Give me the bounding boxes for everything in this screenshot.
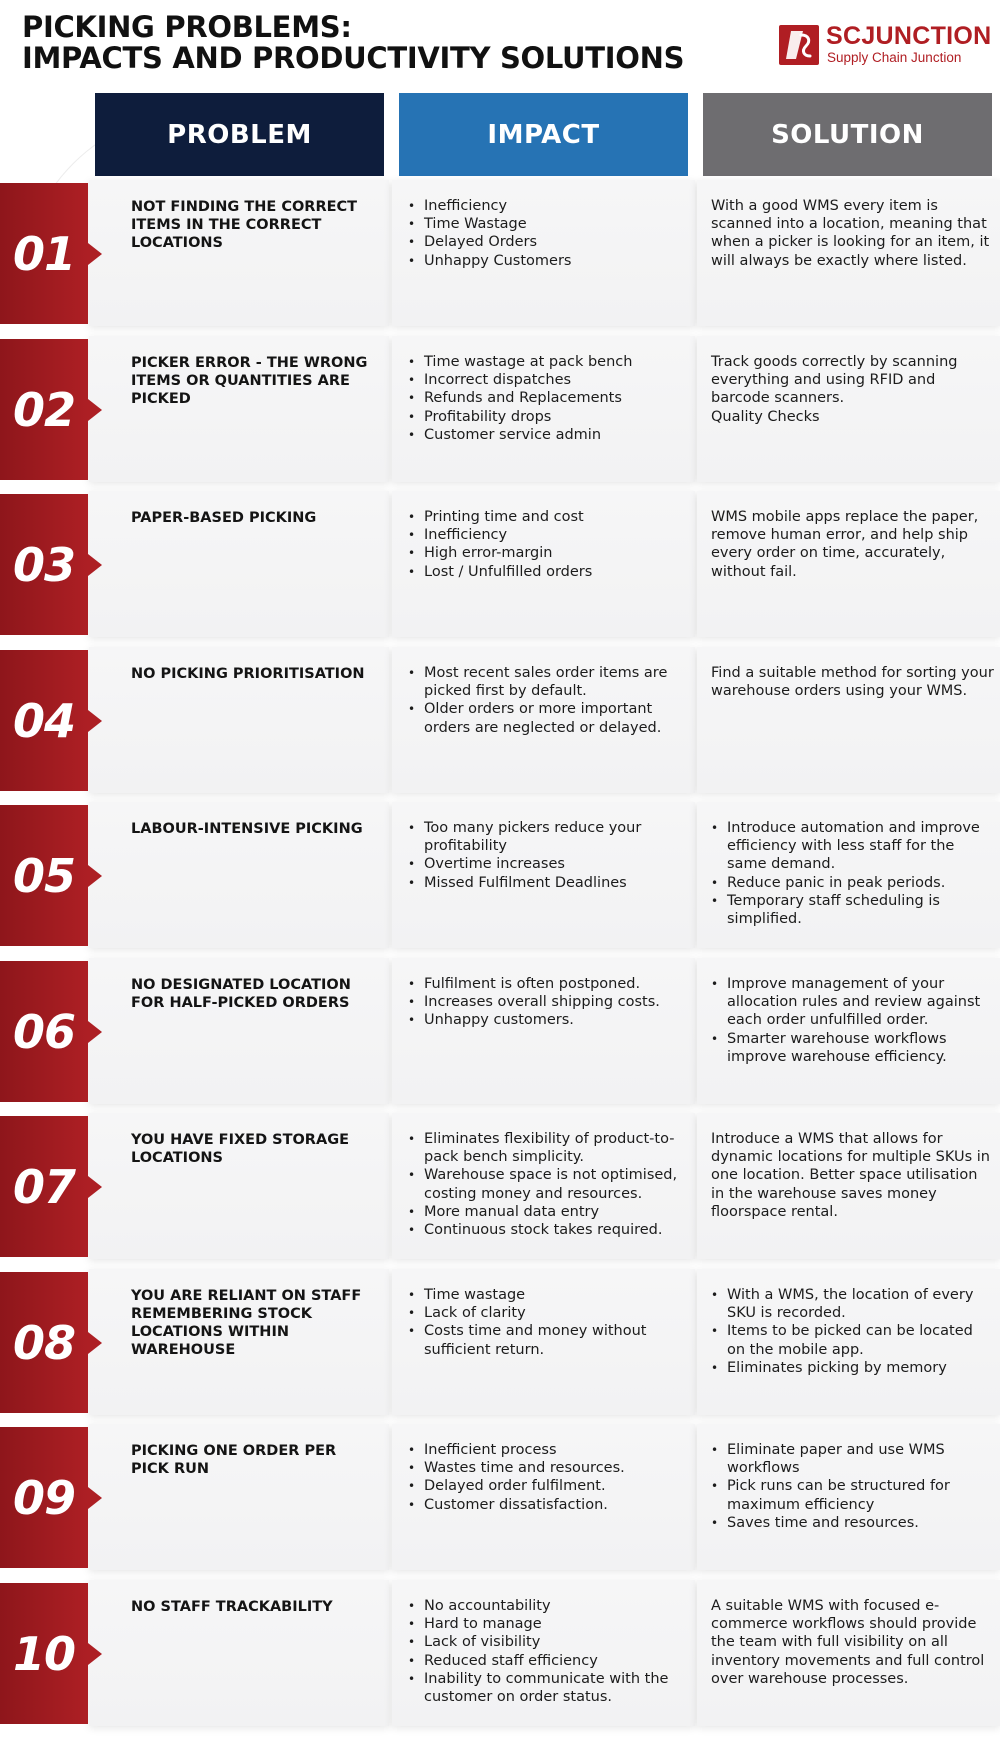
solution-list	[711, 819, 994, 928]
problem-cell	[89, 958, 389, 1104]
problem-text: YOU HAVE FIXED STORAGE LOCATIONS	[131, 1132, 350, 1166]
impact-item: • Printing time and cost	[408, 508, 688, 526]
table-row	[0, 647, 1000, 793]
solution-paragraph: Track goods correctly by scanning everything and using RFID and barcode scanners.	[711, 354, 958, 407]
solution-cell	[697, 802, 1000, 948]
solution-cell	[697, 180, 1000, 326]
impact-item: • Reduced staff efficiency	[408, 1652, 688, 1670]
impact-cell	[392, 336, 695, 482]
column-header-solution: SOLUTION	[703, 93, 992, 176]
impact-item: • Refunds and Replacements	[408, 389, 688, 407]
impact-list	[408, 353, 688, 444]
solution-item: • Saves time and resources.	[711, 1514, 994, 1532]
impact-item: • Time Wastage	[408, 215, 688, 233]
impact-item: • Time wastage	[408, 1286, 688, 1304]
impact-list	[408, 1441, 688, 1514]
impact-cell	[392, 1113, 695, 1259]
column-header-impact: IMPACT	[399, 93, 688, 176]
solution-list	[711, 1286, 994, 1377]
row-number-badge	[0, 1583, 88, 1724]
solution-text	[711, 1130, 994, 1221]
problem-cell	[89, 180, 389, 326]
impact-item: • Delayed order fulfilment.	[408, 1477, 688, 1495]
impact-list	[408, 508, 688, 581]
impact-item: • Time wastage at pack bench	[408, 353, 688, 371]
impact-item: • Missed Fulfilment Deadlines	[408, 874, 688, 892]
impact-cell	[392, 958, 695, 1104]
impact-list	[408, 1597, 688, 1706]
impact-item: • Customer dissatisfaction.	[408, 1496, 688, 1514]
impact-cell	[392, 180, 695, 326]
table-row	[0, 336, 1000, 482]
impact-item: • Customer service admin	[408, 426, 688, 444]
solution-item: • Smarter warehouse workflows improve warehouse efficiency.	[711, 1030, 994, 1066]
impact-item: • Eliminates flexibility of product-to-pack bench simplicity.	[408, 1130, 688, 1166]
impact-list	[408, 197, 688, 270]
row-number: 04	[12, 693, 75, 748]
problem-text: PICKING ONE ORDER PER PICK RUN	[131, 1443, 337, 1477]
row-number-badge	[0, 650, 88, 791]
solution-item: • With a WMS, the location of every SKU is recorded.	[711, 1286, 994, 1322]
solution-paragraph: WMS mobile apps replace the paper, remove human error, and help ship every order on time, accurately, without fail.	[711, 509, 979, 580]
solution-text	[711, 353, 994, 426]
solution-item: • Eliminates picking by memory	[711, 1359, 994, 1377]
problem-text: NO PICKING PRIORITISATION	[131, 666, 365, 682]
impact-item: • More manual data entry	[408, 1203, 688, 1221]
solution-cell	[697, 1424, 1000, 1570]
problem-text: NOT FINDING THE CORRECT ITEMS IN THE CORRECT LOCATIONS	[131, 199, 358, 251]
impact-item: • Most recent sales order items are picked first by default.	[408, 664, 688, 700]
table-row	[0, 180, 1000, 326]
row-number-badge	[0, 1427, 88, 1568]
table-row	[0, 1424, 1000, 1570]
impact-item: • Inefficient process	[408, 1441, 688, 1459]
impact-item: • Inability to communicate with the customer on order status.	[408, 1670, 688, 1706]
impact-item: • Unhappy Customers	[408, 252, 688, 270]
solution-item: • Reduce panic in peak periods.	[711, 874, 994, 892]
impact-item: • High error-margin	[408, 544, 688, 562]
table-row	[0, 1269, 1000, 1415]
row-number: 03	[12, 537, 75, 592]
table-row	[0, 1113, 1000, 1259]
logo-brand-name: SCJUNCTION	[826, 22, 992, 50]
logo-tagline: Supply Chain Junction	[827, 50, 962, 65]
impact-item: • Incorrect dispatches	[408, 371, 688, 389]
impact-cell	[392, 647, 695, 793]
solution-cell	[697, 958, 1000, 1104]
impact-item: • Too many pickers reduce your profitability	[408, 819, 688, 855]
problem-cell	[89, 802, 389, 948]
problem-cell	[89, 1424, 389, 1570]
row-number-badge	[0, 961, 88, 1102]
solution-paragraph: With a good WMS every item is scanned into a location, meaning that when a picker is looking for an item, it will always be exactly where listed.	[711, 198, 990, 269]
impact-list	[408, 975, 688, 1030]
row-number: 02	[12, 382, 75, 437]
impact-item: • Inefficiency	[408, 197, 688, 215]
impact-item: • Continuous stock takes required.	[408, 1221, 688, 1239]
table-row	[0, 958, 1000, 1104]
problem-text: LABOUR-INTENSIVE PICKING	[131, 821, 363, 837]
impact-item: • Hard to manage	[408, 1615, 688, 1633]
impact-item: • Lack of visibility	[408, 1633, 688, 1651]
impact-list	[408, 819, 688, 892]
row-number: 05	[12, 848, 75, 903]
solution-text	[711, 197, 994, 270]
problem-text: PICKER ERROR - THE WRONG ITEMS OR QUANTITIES ARE PICKED	[131, 355, 368, 407]
problem-text: PAPER-BASED PICKING	[131, 510, 317, 526]
impact-item: • No accountability	[408, 1597, 688, 1615]
impact-item: • Unhappy customers.	[408, 1011, 688, 1029]
problem-text: YOU ARE RELIANT ON STAFF REMEMBERING STOCK LOCATIONS WITHIN WAREHOUSE	[131, 1288, 362, 1358]
problem-cell	[89, 1269, 389, 1415]
impact-list	[408, 664, 688, 737]
solution-cell	[697, 491, 1000, 637]
solution-cell	[697, 1269, 1000, 1415]
solution-text	[711, 664, 994, 700]
impact-item: • Lost / Unfulfilled orders	[408, 563, 688, 581]
impact-item: • Warehouse space is not optimised, costing money and resources.	[408, 1166, 688, 1202]
table-row	[0, 802, 1000, 948]
problem-cell	[89, 336, 389, 482]
column-header-problem: PROBLEM	[95, 93, 384, 176]
solution-item: • Introduce automation and improve efficiency with less staff for the same demand.	[711, 819, 994, 874]
row-number: 06	[12, 1004, 75, 1059]
solution-cell	[697, 1113, 1000, 1259]
solution-cell	[697, 1580, 1000, 1726]
impact-list	[408, 1130, 688, 1239]
row-number: 08	[12, 1315, 75, 1370]
problem-cell	[89, 1113, 389, 1259]
impact-cell	[392, 1269, 695, 1415]
impact-item: • Wastes time and resources.	[408, 1459, 688, 1477]
row-number-badge	[0, 805, 88, 946]
solution-cell	[697, 647, 1000, 793]
row-number-badge	[0, 494, 88, 635]
table-row	[0, 1580, 1000, 1726]
solution-list	[711, 975, 994, 1066]
solution-text	[711, 1597, 994, 1688]
solution-paragraph: Quality Checks	[711, 408, 820, 425]
problem-text: NO STAFF TRACKABILITY	[131, 1599, 333, 1615]
solution-item: • Improve management of your allocation rules and review against each order unfulfilled order.	[711, 975, 994, 1030]
title-line-1: PICKING PROBLEMS:	[22, 10, 352, 44]
row-number: 01	[12, 226, 75, 281]
impact-item: • Older orders or more important orders are neglected or delayed.	[408, 700, 688, 736]
impact-list	[408, 1286, 688, 1359]
impact-item: • Lack of clarity	[408, 1304, 688, 1322]
impact-item: • Delayed Orders	[408, 233, 688, 251]
problem-cell	[89, 491, 389, 637]
solution-cell	[697, 336, 1000, 482]
problem-cell	[89, 647, 389, 793]
impact-item: • Increases overall shipping costs.	[408, 993, 688, 1011]
title-line-2: IMPACTS AND PRODUCTIVITY SOLUTIONS	[22, 41, 685, 75]
problem-cell	[89, 1580, 389, 1726]
impact-cell	[392, 802, 695, 948]
impact-item: • Overtime increases	[408, 855, 688, 873]
impact-cell	[392, 1424, 695, 1570]
solution-item: • Pick runs can be structured for maximum efficiency	[711, 1477, 994, 1513]
impact-cell	[392, 1580, 695, 1726]
solution-item: • Temporary staff scheduling is simplified.	[711, 892, 994, 928]
row-number-badge	[0, 339, 88, 480]
row-number: 07	[12, 1159, 75, 1214]
row-number-badge	[0, 1116, 88, 1257]
impact-item: • Inefficiency	[408, 526, 688, 544]
solution-item: • Eliminate paper and use WMS workflows	[711, 1441, 994, 1477]
solution-item: • Items to be picked can be located on the mobile app.	[711, 1322, 994, 1358]
solution-list	[711, 1441, 994, 1532]
table-row	[0, 491, 1000, 637]
solution-paragraph: A suitable WMS with focused e-commerce workflows should provide the team with full visibility on all inventory movements and full control over warehouse processes.	[711, 1598, 985, 1687]
solution-paragraph: Find a suitable method for sorting your warehouse orders using your WMS.	[711, 665, 994, 700]
impact-item: • Costs time and money without sufficient return.	[408, 1322, 688, 1358]
row-number: 10	[12, 1626, 75, 1681]
solution-paragraph: Introduce a WMS that allows for dynamic locations for multiple SKUs in one location. Better space utilisation in the warehouse saves money floorspace rental.	[711, 1131, 990, 1220]
solution-text	[711, 508, 994, 581]
impact-item: • Profitability drops	[408, 408, 688, 426]
row-number: 09	[12, 1470, 75, 1525]
row-number-badge	[0, 183, 88, 324]
row-number-badge	[0, 1272, 88, 1413]
problem-text: NO DESIGNATED LOCATION FOR HALF-PICKED ORDERS	[131, 977, 351, 1011]
impact-item: • Fulfilment is often postponed.	[408, 975, 688, 993]
impact-cell	[392, 491, 695, 637]
